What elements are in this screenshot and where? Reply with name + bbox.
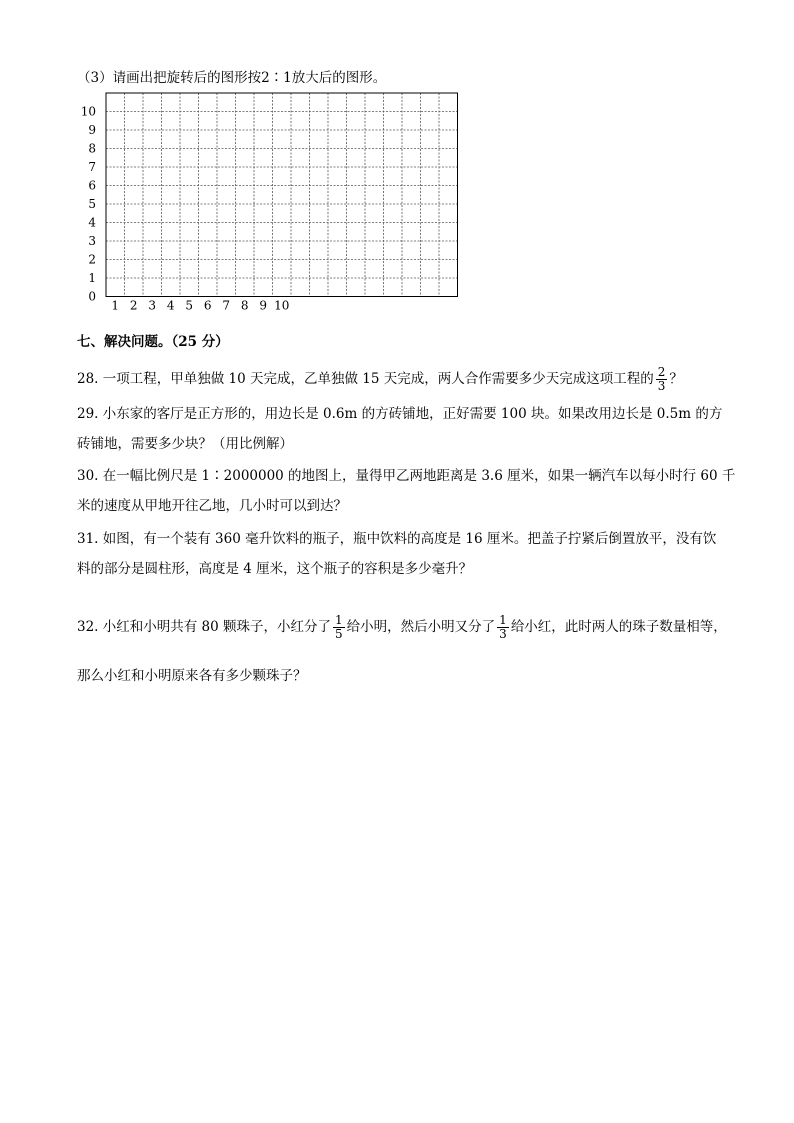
q32-text-2: 给小明，然后小明又分了 — [346, 619, 496, 635]
x-axis-label: 5 — [185, 298, 194, 312]
x-axis-label: 10 — [274, 298, 290, 312]
fraction-one-fifth — [333, 614, 345, 641]
x-axis-label: 7 — [222, 298, 231, 312]
question-31-line2: 料的部分是圆柱形，高度是 4 厘米，这个瓶子的容积是多少毫升？ — [77, 561, 473, 577]
question-30-line2: 米的速度从甲地开往乙地，几小时可以到达？ — [77, 498, 347, 514]
x-axis-label: 8 — [240, 298, 249, 312]
x-axis-label: 3 — [148, 298, 157, 312]
question-31-line1: 31. 如图，有一个装有 360 毫升饮料的瓶子，瓶中饮料的高度是 16 厘米。把盖子拧紧后倒置放平，没有饮 — [77, 531, 717, 547]
question-28 — [77, 366, 683, 393]
x-axis-label: 1 — [111, 298, 120, 312]
x-axis-label: 2 — [129, 298, 138, 312]
y-axis-label: 3 — [88, 234, 96, 248]
fraction-denominator: 3 — [499, 627, 507, 641]
y-axis-label: 4 — [88, 215, 96, 230]
fraction-numerator: 1 — [499, 613, 507, 627]
fraction-denominator: 3 — [657, 379, 666, 393]
question-29-line1: 29. 小东家的客厅是正方形的，用边长是 0.6m 的方砖铺地，正好需要 100 块。如果改用边长是 0.5m 的方 — [77, 406, 723, 422]
x-axis-label: 6 — [203, 298, 212, 312]
coordinate-grid — [70, 88, 460, 312]
fraction-denominator: 5 — [335, 627, 343, 641]
fraction-numerator: 1 — [335, 613, 343, 627]
grid-border — [106, 93, 458, 297]
q32-text-1: 32. 小红和小明共有 80 颗珠子，小红分了 — [77, 619, 332, 635]
y-axis-label: 7 — [88, 160, 96, 174]
y-axis-label: 6 — [88, 178, 96, 193]
question-32-line1 — [77, 614, 727, 641]
y-axis-label: 0 — [88, 289, 96, 304]
fraction-one-third — [497, 614, 509, 641]
part3-instruction: （3）请画出把旋转后的图形按2∶1放大后的图形。 — [77, 70, 387, 86]
question-30-line1: 30. 在一幅比例尺是 1∶2000000 的地图上，量得甲乙两地距离是 3.6 厘米，如果一辆汽车以每小时行 60 千 — [77, 468, 736, 484]
y-axis-label: 1 — [88, 271, 96, 285]
fraction-two-thirds — [656, 366, 668, 393]
y-axis-label: 9 — [88, 123, 96, 137]
q28-end: ？ — [669, 371, 683, 387]
fraction-numerator: 2 — [657, 365, 666, 379]
section-title: 七、解决问题。（25 分） — [77, 334, 229, 350]
q28-text: 28. 一项工程，甲单独做 10 天完成，乙单独做 15 天完成，两人合作需要多少天完成这项工程的 — [77, 371, 654, 387]
y-axis-label: 2 — [88, 252, 96, 267]
x-axis-label: 9 — [259, 298, 268, 312]
y-axis-label: 10 — [80, 104, 96, 119]
question-32-line2: 那么小红和小明原来各有多少颗珠子？ — [77, 668, 307, 684]
y-axis-label: 5 — [88, 197, 96, 211]
q32-text-3: 给小红，此时两人的珠子数量相等， — [510, 619, 727, 635]
question-29-line2: 砖铺地，需要多少块？（用比例解） — [77, 436, 293, 452]
y-axis-label: 8 — [88, 141, 96, 156]
x-axis-label: 4 — [166, 298, 175, 312]
